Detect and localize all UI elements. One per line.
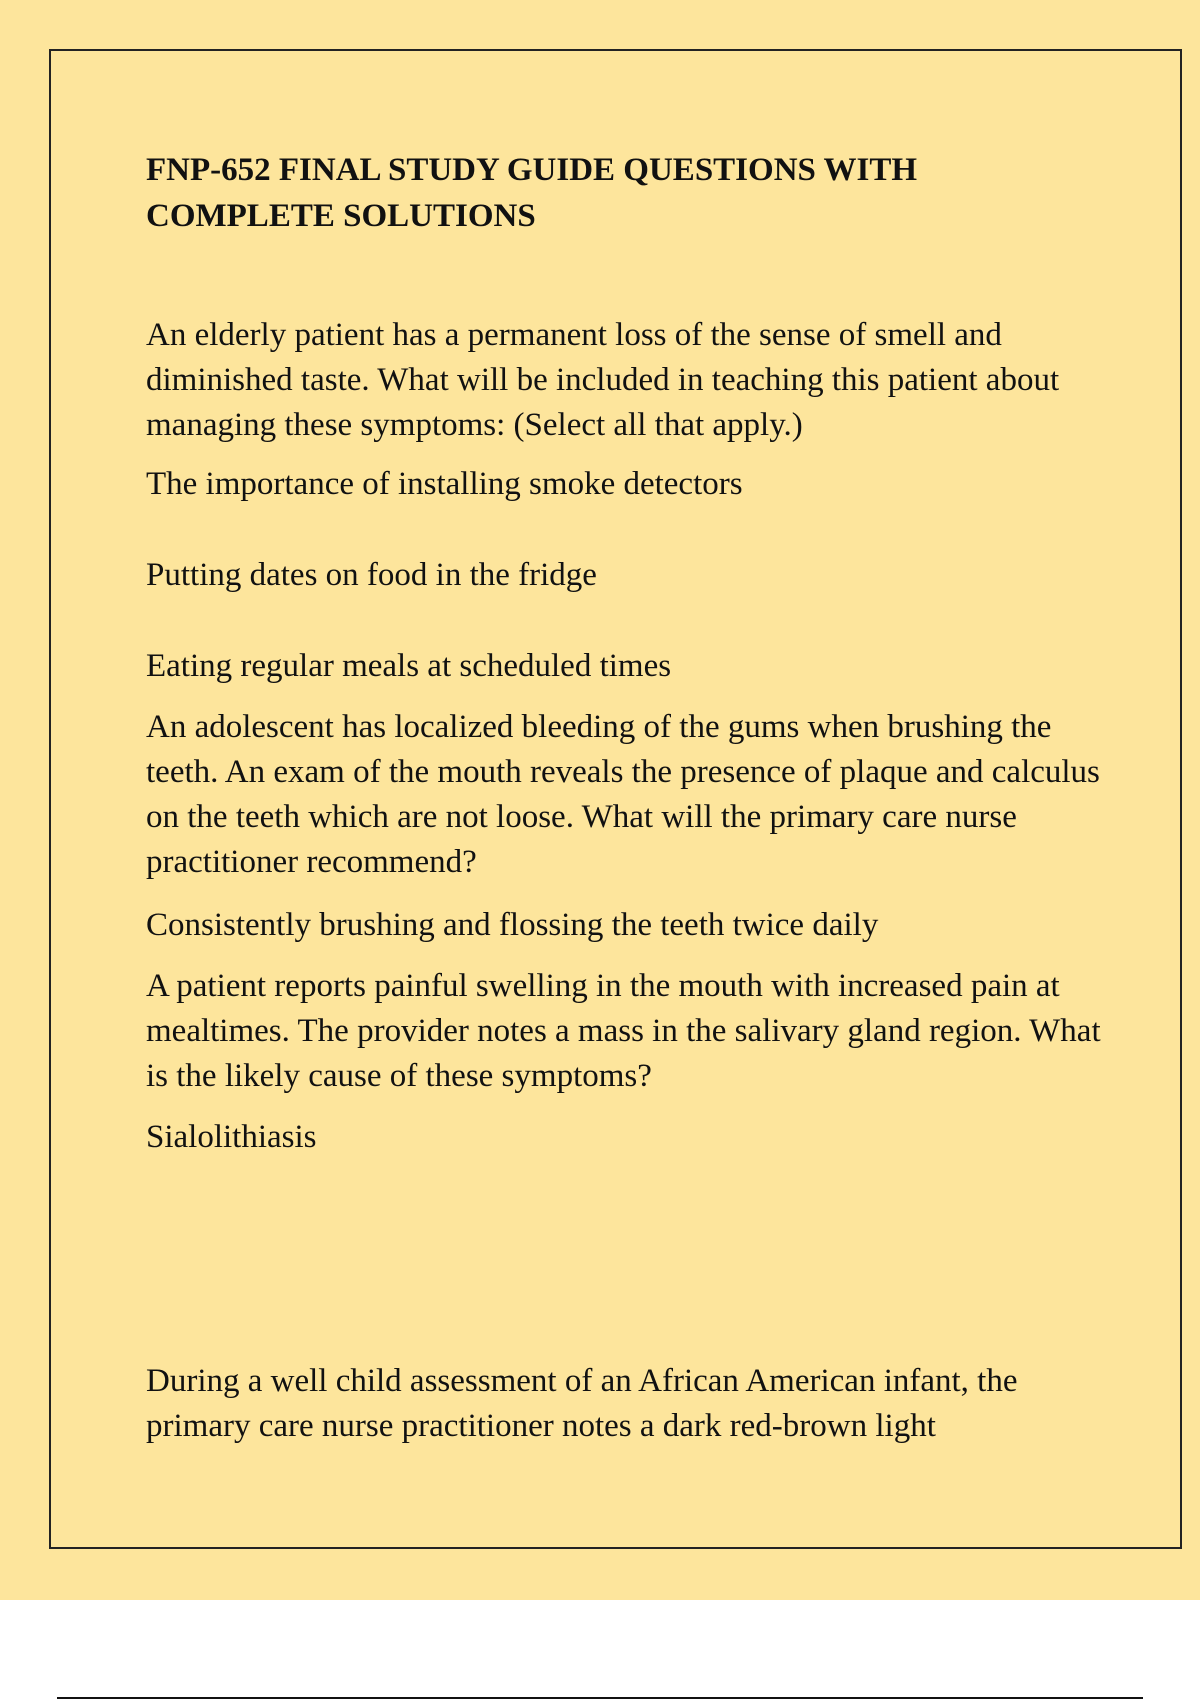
answer-2: Consistently brushing and flossing the teeth twice daily — [146, 907, 879, 943]
bottom-rule — [57, 1697, 1143, 1699]
answer-1c: Eating regular meals at scheduled times — [146, 648, 672, 684]
question-1: An elderly patient has a permanent loss of the sense of smell and diminished taste. What will be included in teaching this patient about managing these symptoms: (Select all that apply.) — [146, 317, 1060, 443]
answer-1b: Putting dates on food in the fridge — [146, 557, 597, 593]
document-title: FNP-652 FINAL STUDY GUIDE QUESTIONS WITH COMPLETE SOLUTIONS — [146, 152, 918, 234]
question-4: During a well child assessment of an African American infant, the primary care nurse practitioner notes a dark red-brown light — [146, 1363, 1018, 1444]
question-2: An adolescent has localized bleeding of the gums when brushing the teeth. An exam of the mouth reveals the presence of plaque and calculus on the teeth which are not loose. What will the primary care nurse practitioner recommend? — [146, 709, 1100, 880]
answer-3: Sialolithiasis — [146, 1119, 317, 1155]
question-3: A patient reports painful swelling in the mouth with increased pain at mealtimes. The provider notes a mass in the salivary gland region. What is the likely cause of these symptoms? — [146, 968, 1101, 1094]
answer-1a: The importance of installing smoke detectors — [146, 466, 743, 502]
